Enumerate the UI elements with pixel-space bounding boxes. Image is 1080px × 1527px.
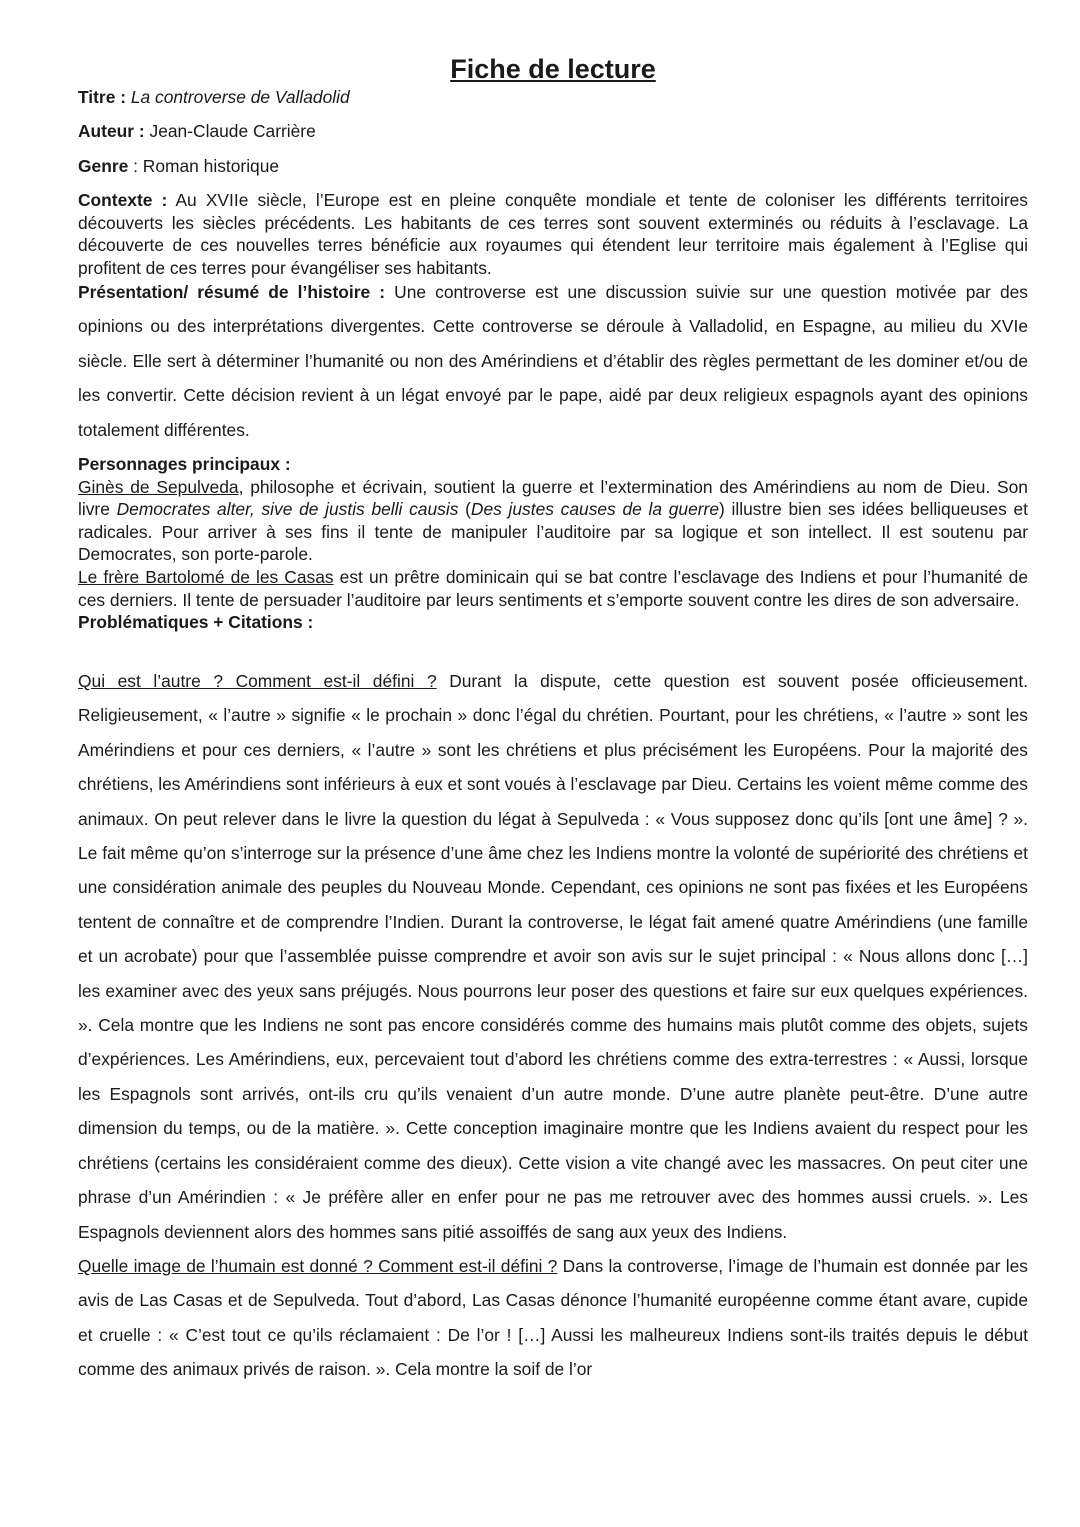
sepulveda-name: Ginès de Sepulveda: [78, 476, 239, 497]
question-human: Quelle image de l’humain est donné ? Comment est-il défini ?: [78, 1255, 558, 1276]
context-text: Au XVIIe siècle, l’Europe est en pleine conquête mondiale et tente de coloniser les différents territoires découverts les siècles précédents. Les habitants de ces terres sont souvent exterminés ou réduits à l’esclavage. La découverte de ces nouvelles terres bénéficie aux royaumes qui étendent leur territoire mais également à l’Eglise qui profitent de ces terres pour évangéliser ses habitants.: [78, 190, 1029, 278]
answer-other: Durant la dispute, cette question est souvent posée officieusement. Religieusement, « l’autre » signifie « le prochain » donc l’égal du chrétien. Pourtant, pour les chrétiens, « l’autre » sont les Amérindiens et pour ces derniers, « l’autre » sont les chrétiens et plus précisément les Européens. Pour la majorité des chrétiens, les Amérindiens sont inférieurs à eux et sont voués à l’esclavage par Dieu. Certains les voient même comme des animaux. On peut relever dans le livre la question du légat à Sepulveda : « Vous supposez donc qu’ils [ont une âme] ? ». Le fait même qu’on s’interroge sur la présence d’une âme chez les Indiens montre la volonté de supériorité des chrétiens et une considération animale des peuples du Nouveau Monde. Cependant, ces opinions ne sont pas fixées et les Européens tentent de connaître et de comprendre l’Indien. Durant la controverse, le légat fait amené quatre Amérindiens (une famille et un acrobate) pour que l’assemblée puisse comprendre et avoir son avis sur le sujet principal : « Nous allons donc […] les examiner avec des yeux sans préjugés. Nous pourrons leur poser des questions et faire sur eux quelques expériences. ». Cela montre que les Indiens ne sont pas encore considérés comme des humains mais plutôt comme des objets, sujets d’expériences. Les Amérindiens, eux, percevaient tout d’abord les chrétiens comme des extra-terrestres : « Aussi, lorsque les Espagnols sont arrivés, ont-ils cru qu’ils venaient d’un autre monde. D’une autre planète peut-être. D’une autre dimension du temps, ou de la matière. ». Cette conception imaginaire montre que les Indiens avaient du respect pour les chrétiens (certains les considéraient comme des dieux). Cette vision a vite changé avec les massacres. On peut citer une phrase d’un Amérindien : « Je préfère aller en enfer pour ne pas me retrouver avec des hommes aussi cruels. ». Les Espagnols deviennent alors des hommes sans pitié assoiffés de sang aux yeux des Indiens.: [78, 671, 1028, 1242]
problematics-heading: Problématiques + Citations :: [78, 612, 314, 633]
answer-human: Dans la controverse, l’image de l’humain est donnée par les avis de Las Casas et de Sepulveda. Tout d’abord, Las Casas dénonce l’humanité européenne comme étant avare, cupide et cruelle : « C’est tout ce qu’ils réclamaient : De l’or ! […] Aussi les malheureux Indiens sont-ils traités depuis le début comme des animaux privés de raison. ». Cela montre la soif de l’or: [78, 1255, 1028, 1380]
sepulveda-text-paren: (: [458, 499, 471, 520]
genre-label: Genre: [78, 156, 129, 176]
title-line: [78, 86, 350, 108]
las-casas-name: Le frère Bartolomé de les Casas: [78, 566, 334, 587]
title-label: Titre :: [78, 87, 126, 107]
problematic-other: [78, 664, 1028, 1249]
character-sepulveda: [78, 476, 1028, 566]
problematic-human: [78, 1249, 1028, 1387]
characters-heading: Personnages principaux :: [78, 454, 291, 474]
sepulveda-book-title-fr: Des justes causes de la guerre: [470, 499, 720, 520]
author-value: Jean-Claude Carrière: [149, 121, 316, 141]
summary-paragraph: [78, 275, 1028, 447]
character-las-casas: [78, 566, 1028, 611]
sepulveda-text-end: ) illustre bien ses idées belliqueuses et radicales. Pour arriver à ses fins il tente de manipuler l’auditoire par sa logique et son intellect. Il est soutenu par Democrates, son porte-parole.: [78, 499, 1029, 565]
context-label: Contexte :: [78, 190, 168, 210]
summary-text: Une controverse est une discussion suivie sur une question motivée par des opinions ou des interprétations divergentes. Cette controverse se déroule à Valladolid, en Espagne, au milieu du XVIe siècle. Elle sert à déterminer l’humanité ou non des Amérindiens et d’établir des règles permettant de les dominer et/ou de les convertir. Cette décision revient à un légat envoyé par le pape, aidé par deux religieux espagnols ayant des opinions totalement différentes.: [78, 282, 1028, 440]
characters-section: [78, 453, 1028, 634]
genre-value: : Roman historique: [133, 156, 280, 176]
sepulveda-book-title: Democrates alter, sive de justis belli causis: [116, 499, 459, 520]
author-line: [78, 120, 316, 142]
sepulveda-text: , philosophe et écrivain, soutient la guerre et l’extermination des Amérindiens au nom de Dieu. Son livre: [78, 476, 1028, 520]
title-value: La controverse de Valladolid: [130, 87, 350, 107]
las-casas-text: est un prêtre dominicain qui se bat contre l’esclavage des Indiens et pour l’humanité de ces derniers. Il tente de persuader l’auditoire par leurs sentiments et s’emporte souvent contre les dires de son adversaire.: [78, 566, 1028, 610]
summary-label: Présentation/ résumé de l’histoire :: [78, 282, 386, 302]
author-label: Auteur :: [78, 121, 145, 141]
context-paragraph: [78, 189, 1028, 279]
genre-line: [78, 155, 279, 177]
question-other: Qui est l’autre ? Comment est-il défini ?: [78, 671, 437, 691]
page-title: Fiche de lecture: [450, 54, 656, 84]
problematics-body: [78, 664, 1028, 1387]
